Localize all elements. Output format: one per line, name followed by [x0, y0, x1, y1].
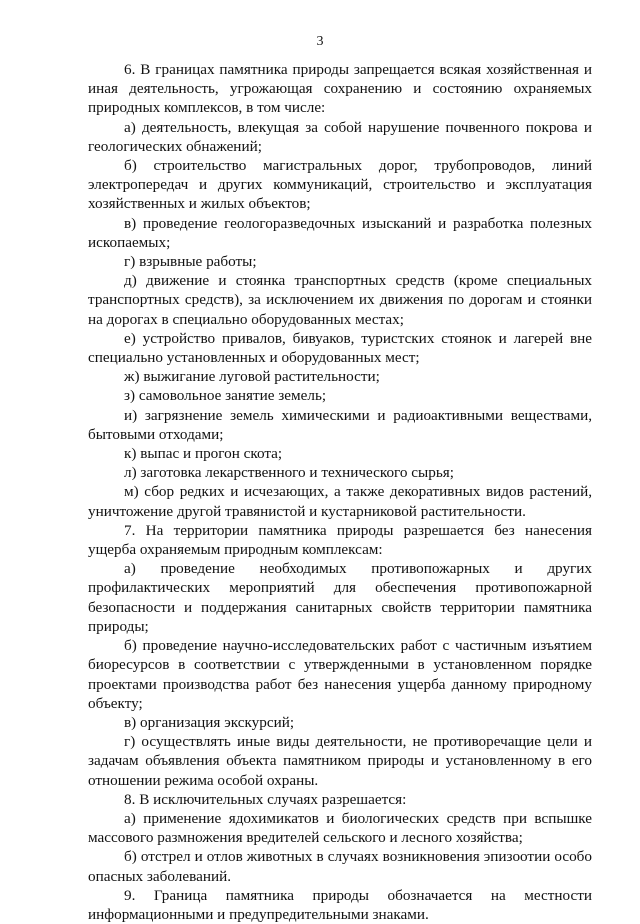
paragraph-8a: а) применение ядохимикатов и биологических средств при вспышке массового размножения вредителей сельского и лесного хозяйства; — [88, 809, 592, 847]
paragraph-6g: г) взрывные работы; — [124, 253, 257, 271]
paragraph-6e: е) устройство привалов, бивуаков, туристских стоянок и лагерей вне специально установленных и оборудованных мест; — [88, 329, 592, 367]
paragraph-7g: г) осуществлять иные виды деятельности, не противоречащие цели и задачам объявления объекта памятником природы и установленному в его отношении режима особой охраны. — [88, 733, 592, 789]
paragraph-7v: в) организация экскурсий; — [124, 713, 295, 731]
page-number: 3 — [316, 34, 324, 49]
paragraph-7a: а) проведение необходимых противопожарных и других профилактических мероприятий для обеспечения противопожарной безопасности и поддержания санитарных свойств территории памятника природы; — [88, 560, 592, 635]
paragraph-6: 6. В границах памятника природы запрещается всякая хозяйственная и иная деятельность, угрожающая сохранению и состоянию охраняемых природных комплексов, в том числе: — [88, 61, 592, 117]
paragraph-6a: а) деятельность, влекущая за собой нарушение почвенного покрова и геологических обнажений; — [88, 118, 592, 155]
paragraph-8b: б) отстрел и отлов животных в случаях возникновения эпизоотии особо опасных заболеваний. — [88, 848, 592, 885]
paragraph-9: 9. Граница памятника природы обозначается на местности информационными и предупредительными знаками. — [88, 886, 592, 923]
paragraph-6z: з) самовольное занятие земель; — [124, 387, 327, 405]
paragraph-7: 7. На территории памятника природы разрешается без нанесения ущерба охраняемым природным комплексам: — [88, 521, 592, 559]
paragraph-7b: б) проведение научно-исследовательских работ с частичным изъятием биоресурсов в соответствии с утвержденными в установленном порядке проектами производства работ без нанесения ущерба данному природному объекту; — [88, 637, 592, 712]
paragraph-6m: м) сбор редких и исчезающих, а также декоративных видов растений, уничтожение другой травянистой и кустарниковой растительности. — [88, 483, 592, 520]
paragraph-6i: и) загрязнение земель химическими и радиоактивными веществами, бытовыми отходами; — [88, 406, 592, 443]
paragraph-6d: д) движение и стоянка транспортных средств (кроме специальных транспортных средств), за исключением их движения по дорогам и стоянки на дорогах в специально оборудованных местах; — [88, 272, 592, 328]
document-body — [88, 60, 592, 924]
paragraph-6k: к) выпас и прогон скота; — [124, 445, 283, 463]
paragraph-6l: л) заготовка лекарственного и технического сырья; — [124, 464, 454, 482]
paragraph-6b: б) строительство магистральных дорог, трубопроводов, линий электропередач и других коммуникаций, строительство и эксплуатация хозяйственных и жилых объектов; — [88, 157, 592, 213]
paragraph-6v: в) проведение геологоразведочных изысканий и разработка полезных ископаемых; — [88, 214, 592, 251]
paragraph-6zh: ж) выжигание луговой растительности; — [124, 368, 380, 386]
paragraph-8: 8. В исключительных случаях разрешается: — [124, 790, 407, 808]
